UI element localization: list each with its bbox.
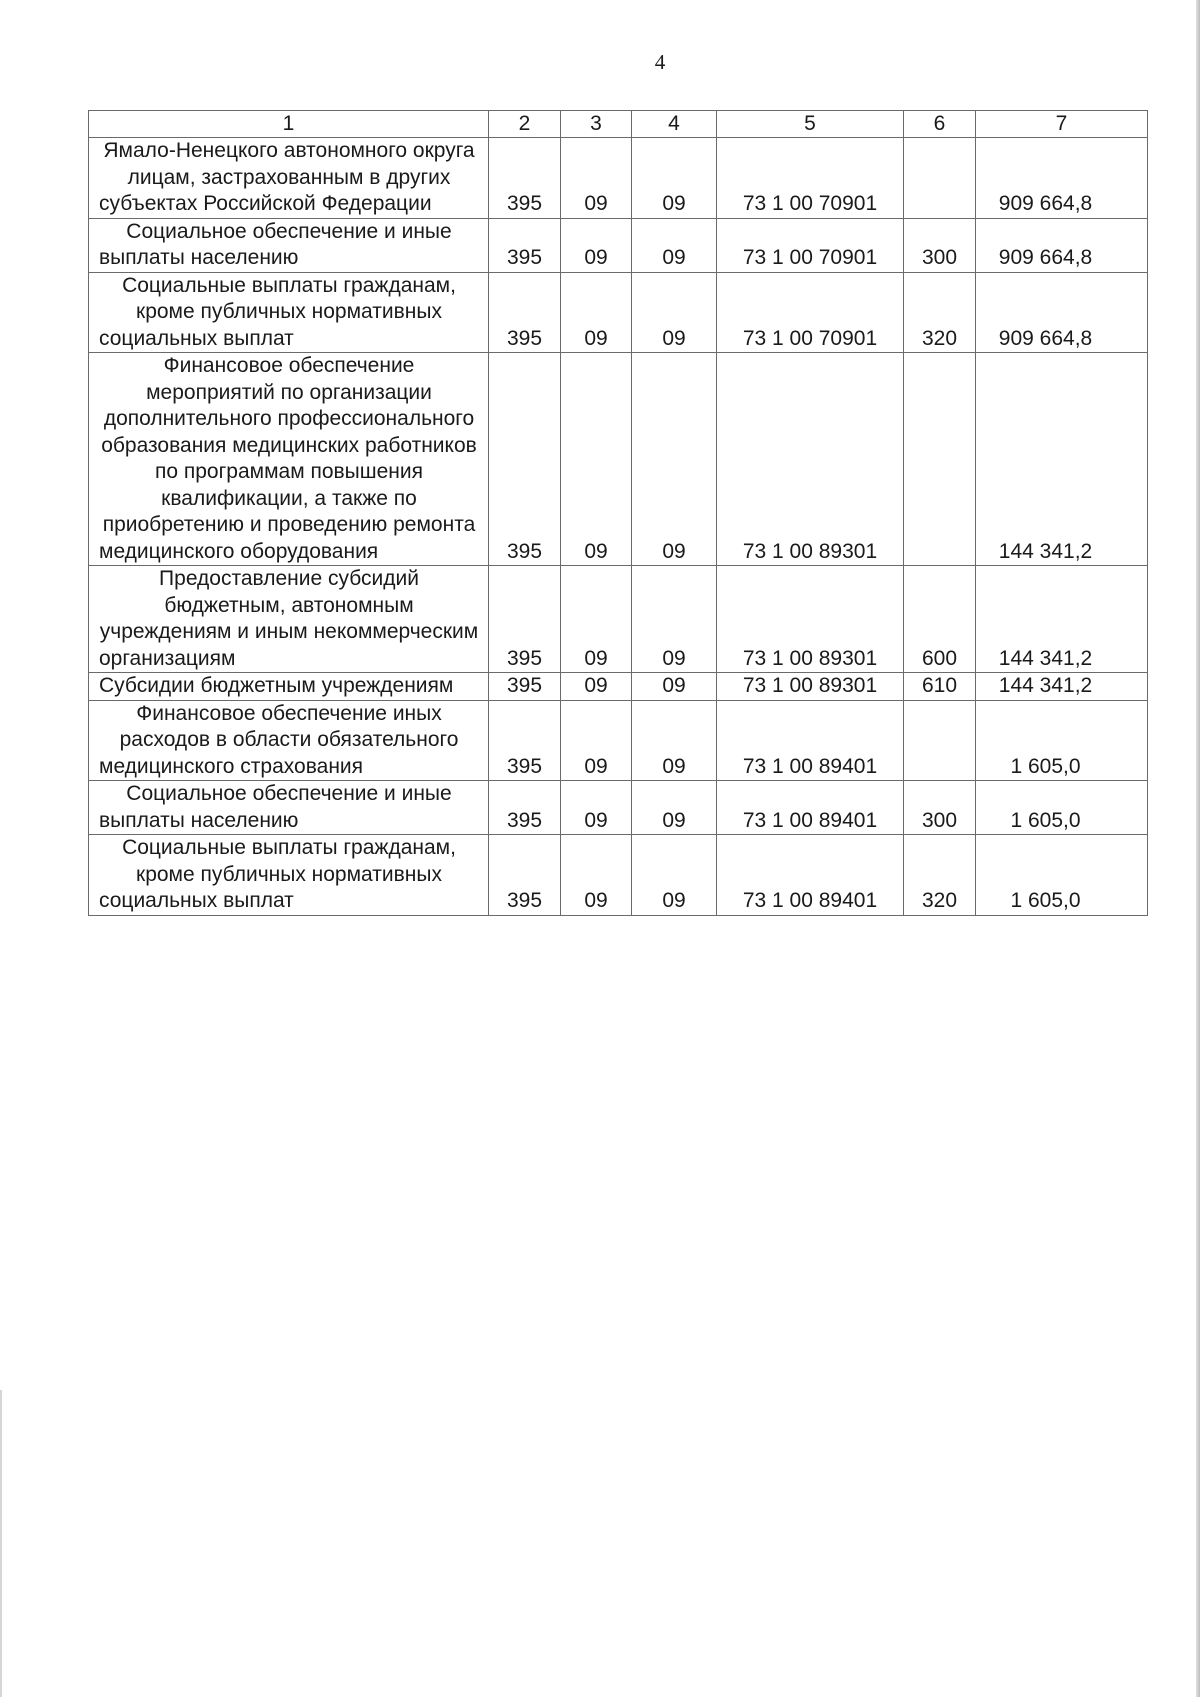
table-row xyxy=(89,272,1148,353)
subsection-code: 09 xyxy=(632,138,717,219)
expense-name: Социальное обеспечение и иные выплаты населению xyxy=(89,218,489,272)
expense-type-code: 300 xyxy=(904,781,976,835)
section-code: 09 xyxy=(561,272,632,353)
target-article-code: 73 1 00 89301 xyxy=(717,566,904,673)
target-article-code: 73 1 00 70901 xyxy=(717,138,904,219)
amount: 909 664,8 xyxy=(976,218,1148,272)
scan-page-edge xyxy=(1196,0,1200,1697)
section-code: 09 xyxy=(561,566,632,673)
amount: 1 605,0 xyxy=(976,781,1148,835)
section-code: 09 xyxy=(561,700,632,781)
target-article-code: 73 1 00 89401 xyxy=(717,700,904,781)
column-header: 7 xyxy=(976,111,1148,138)
subsection-code: 09 xyxy=(632,566,717,673)
expense-type-code xyxy=(904,353,976,566)
table-header-row xyxy=(89,111,1148,138)
column-header: 4 xyxy=(632,111,717,138)
expense-name: Финансовое обеспечение иных расходов в области обязательного медицинского страхования xyxy=(89,700,489,781)
table-row xyxy=(89,781,1148,835)
subsection-code: 09 xyxy=(632,218,717,272)
ministry-code: 395 xyxy=(489,835,561,916)
section-code: 09 xyxy=(561,835,632,916)
section-code: 09 xyxy=(561,781,632,835)
amount: 909 664,8 xyxy=(976,272,1148,353)
expense-type-code: 320 xyxy=(904,835,976,916)
column-header: 6 xyxy=(904,111,976,138)
expense-type-code: 300 xyxy=(904,218,976,272)
ministry-code: 395 xyxy=(489,673,561,701)
ministry-code: 395 xyxy=(489,781,561,835)
amount: 144 341,2 xyxy=(976,353,1148,566)
target-article-code: 73 1 00 89401 xyxy=(717,835,904,916)
section-code: 09 xyxy=(561,673,632,701)
table-row xyxy=(89,835,1148,916)
ministry-code: 395 xyxy=(489,353,561,566)
amount: 1 605,0 xyxy=(976,700,1148,781)
column-header: 3 xyxy=(561,111,632,138)
scan-page-edge xyxy=(0,1390,2,1697)
amount: 909 664,8 xyxy=(976,138,1148,219)
column-header: 1 xyxy=(89,111,489,138)
budget-table xyxy=(88,110,1148,916)
target-article-code: 73 1 00 89301 xyxy=(717,673,904,701)
amount: 1 605,0 xyxy=(976,835,1148,916)
ministry-code: 395 xyxy=(489,138,561,219)
table-row xyxy=(89,566,1148,673)
target-article-code: 73 1 00 89401 xyxy=(717,781,904,835)
target-article-code: 73 1 00 70901 xyxy=(717,272,904,353)
expense-name: Финансовое обеспечение мероприятий по организации дополнительного профессионального образования медицинских работников по программам повышения квалификации, а также по приобретению и проведению ремонта медицинского оборудования xyxy=(89,353,489,566)
subsection-code: 09 xyxy=(632,781,717,835)
subsection-code: 09 xyxy=(632,272,717,353)
target-article-code: 73 1 00 70901 xyxy=(717,218,904,272)
column-header: 2 xyxy=(489,111,561,138)
amount: 144 341,2 xyxy=(976,673,1148,701)
expense-type-code xyxy=(904,700,976,781)
expense-name: Субсидии бюджетным учреждениям xyxy=(89,673,489,701)
page-number: 4 xyxy=(654,50,666,74)
expense-type-code: 600 xyxy=(904,566,976,673)
target-article-code: 73 1 00 89301 xyxy=(717,353,904,566)
expense-type-code: 320 xyxy=(904,272,976,353)
expense-name: Ямало-Ненецкого автономного округа лицам, застрахованным в других субъектах Российской Федерации xyxy=(89,138,489,219)
table-row xyxy=(89,353,1148,566)
table-row xyxy=(89,700,1148,781)
subsection-code: 09 xyxy=(632,700,717,781)
ministry-code: 395 xyxy=(489,700,561,781)
section-code: 09 xyxy=(561,138,632,219)
amount: 144 341,2 xyxy=(976,566,1148,673)
ministry-code: 395 xyxy=(489,272,561,353)
expense-name: Социальные выплаты гражданам, кроме публичных нормативных социальных выплат xyxy=(89,835,489,916)
subsection-code: 09 xyxy=(632,673,717,701)
ministry-code: 395 xyxy=(489,218,561,272)
section-code: 09 xyxy=(561,353,632,566)
column-header: 5 xyxy=(717,111,904,138)
expense-name: Социальные выплаты гражданам, кроме публичных нормативных социальных выплат xyxy=(89,272,489,353)
expense-type-code: 610 xyxy=(904,673,976,701)
expense-name: Предоставление субсидий бюджетным, автономным учреждениям и иным некоммерческим организациям xyxy=(89,566,489,673)
table-row xyxy=(89,138,1148,219)
ministry-code: 395 xyxy=(489,566,561,673)
subsection-code: 09 xyxy=(632,353,717,566)
subsection-code: 09 xyxy=(632,835,717,916)
expense-type-code xyxy=(904,138,976,219)
expense-name: Социальное обеспечение и иные выплаты населению xyxy=(89,781,489,835)
table-row xyxy=(89,218,1148,272)
section-code: 09 xyxy=(561,218,632,272)
table-row xyxy=(89,673,1148,701)
